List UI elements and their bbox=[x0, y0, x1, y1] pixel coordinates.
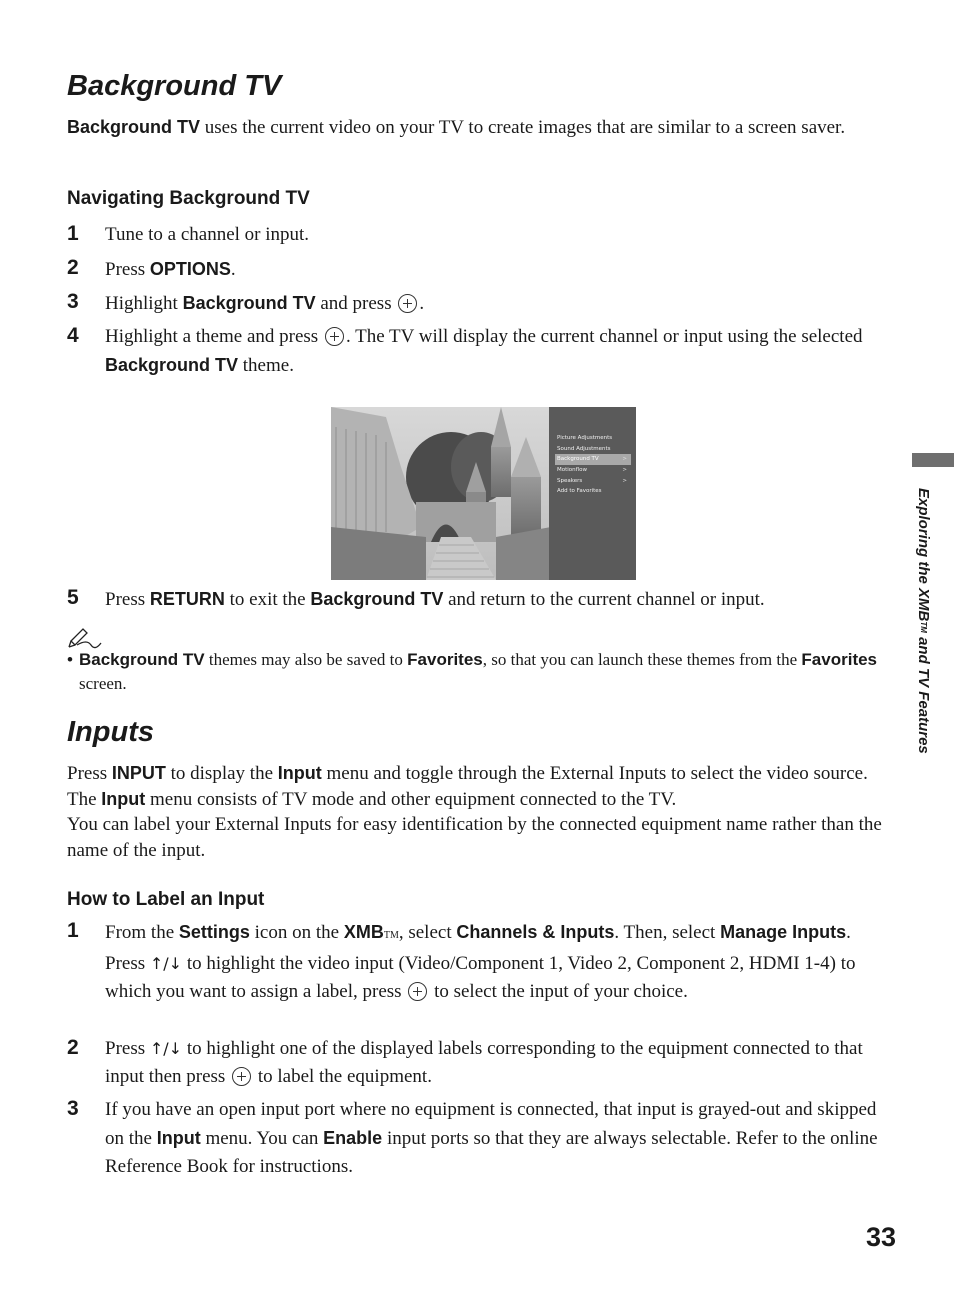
chapter-tab-marker bbox=[912, 453, 954, 467]
menu-item[interactable]: Speakers > bbox=[557, 477, 627, 484]
input-step-2: 2 Press ↑/↓ to highlight one of the displayed labels corresponding to the equipment connected to that input then press to label the equipment. bbox=[67, 1036, 863, 1087]
step-3: 3 Highlight Background TV and press . bbox=[67, 290, 425, 314]
background-tv-screenshot bbox=[331, 407, 636, 580]
menu-item[interactable]: Sound Adjustments bbox=[557, 445, 611, 452]
section-title-inputs: Inputs bbox=[67, 716, 154, 748]
step-2: 2 Press OPTIONS. bbox=[67, 256, 236, 280]
inputs-paragraph-2: You can label your External Inputs for easy identification by the connected equipment name rather than the name of the input. bbox=[67, 814, 882, 861]
menu-item[interactable]: Add to Favorites bbox=[557, 488, 602, 495]
step-4: 4 Highlight a theme and press . The TV will display the current channel or input using the selected Background TV theme. bbox=[67, 324, 863, 376]
note-item: • Background TV themes may also be saved to Favorites, so that you can launch these themes from the Favorites screen. bbox=[67, 650, 878, 693]
menu-item[interactable]: Picture Adjustments bbox=[557, 435, 613, 441]
subheading-navigating: Navigating Background TV bbox=[67, 188, 310, 209]
subheading-label-input: How to Label an Input bbox=[67, 889, 265, 910]
enter-button-icon bbox=[325, 327, 344, 346]
options-menu bbox=[555, 433, 631, 497]
step-5: 5 Press RETURN to exit the Background TV and return to the current channel or input. bbox=[67, 586, 765, 610]
options-menu-panel bbox=[549, 407, 636, 580]
enter-button-icon bbox=[398, 294, 417, 313]
enter-button-icon bbox=[232, 1067, 251, 1086]
chapter-side-label: Exploring the XMBTM and TV Features bbox=[915, 488, 932, 754]
input-step-3: 3 If you have an open input port where no equipment is connected, that input is grayed-out and skipped on the Input menu. You can Enable input ports so that they are always selectable. Refer to the online Reference Book for instructions. bbox=[67, 1097, 878, 1177]
menu-item[interactable]: Motionflow > bbox=[557, 467, 627, 474]
step-1: 1 Tune to a channel or input. bbox=[67, 222, 310, 245]
input-step-1: 1 From the Settings icon on the XMBTM, select Channels & Inputs. Then, select Manage Inputs. Press ↑/↓ to highlight the video input (Video/Component 1, Video 2, Component 2, HDMI 1-4) to which you want to assign a label, press to select the input of your choice. bbox=[67, 919, 856, 1002]
enter-button-icon bbox=[408, 982, 427, 1001]
up-down-arrow-icon: ↑/↓ bbox=[149, 954, 183, 973]
up-down-arrow-icon: ↑/↓ bbox=[149, 1039, 183, 1058]
section-title-background-tv: Background TV bbox=[67, 70, 282, 102]
intro-paragraph: Background TV uses the current video on your TV to create images that are similar to a screen saver. bbox=[67, 117, 846, 138]
page-number: 33 bbox=[866, 1222, 897, 1252]
menu-item-selected[interactable]: Background TV > bbox=[555, 454, 631, 465]
note-pencil-icon bbox=[67, 623, 103, 649]
inputs-paragraph-1: Press INPUT to display the Input menu and toggle through the External Inputs to select the video source. The Input menu consists of TV mode and other equipment connected to the TV. bbox=[67, 763, 868, 810]
